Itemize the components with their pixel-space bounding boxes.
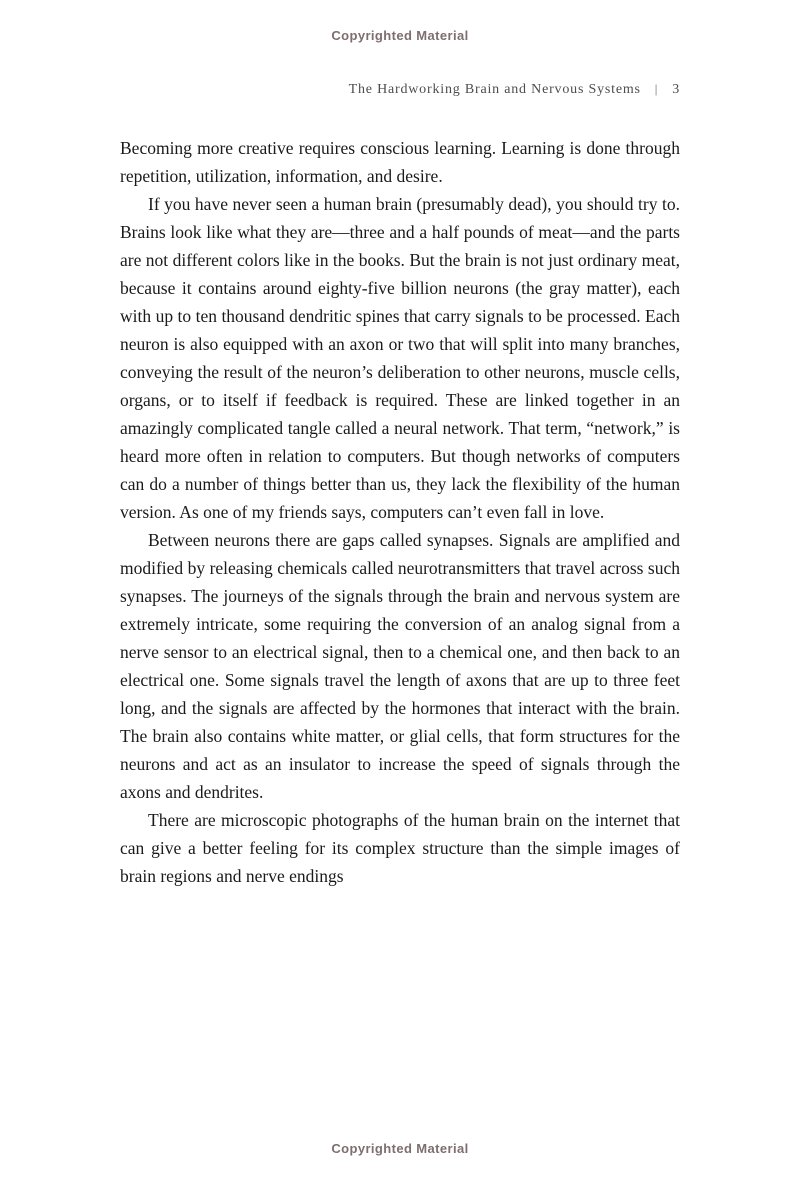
body-paragraph: There are microscopic photographs of the human brain on the internet that can give a better feeling for its complex structure than the simple images of brain regions and nerve endings: [120, 810, 680, 886]
chapter-title: The Hardworking Brain and Nervous Systems: [348, 82, 641, 97]
body-text: [120, 134, 680, 890]
body-paragraph: Becoming more creative requires conscious learning. Learning is done through repetition, utilization, information, and desire.: [120, 138, 680, 186]
body-paragraph: If you have never seen a human brain (presumably dead), you should try to. Brains look like what they are—three and a half pounds of meat—and the parts are not different colors like in the books. But the brain is not just ordinary meat, because it contains around eighty-five billion neurons (the gray matter), each with up to ten thousand dendritic spines that carry signals to be processed. Each neuron is also equipped with an axon or two that will split into many branches, conveying the result of the neuron’s deliberation to other neurons, muscle cells, organs, or to itself if feedback is required. These are linked together in an amazingly complicated tangle called a neural network. That term, “network,” is heard more often in relation to computers. But though networks of computers can do a number of things better than us, they lack the flexibility of the human version. As one of my friends says, computers can’t even fall in love.: [120, 194, 680, 522]
header-separator: |: [654, 81, 659, 96]
page-number: 3: [672, 82, 680, 97]
running-header: [120, 81, 680, 98]
copyright-notice-top: Copyrighted Material: [331, 28, 469, 43]
copyright-notice-bottom: Copyrighted Material: [331, 1141, 469, 1156]
body-paragraph: Between neurons there are gaps called synapses. Signals are amplified and modified by releasing chemicals called neurotransmitters that travel across such synapses. The journeys of the signals through the brain and nervous system are extremely intricate, some requiring the conversion of an analog signal from a nerve sensor to an electrical signal, then to a chemical one, and then back to an electrical one. Some signals travel the length of axons that are up to three feet long, and the signals are affected by the hormones that interact with the brain. The brain also contains white matter, or glial cells, that form structures for the neurons and act as an insulator to increase the speed of signals through the axons and dendrites.: [120, 530, 680, 802]
